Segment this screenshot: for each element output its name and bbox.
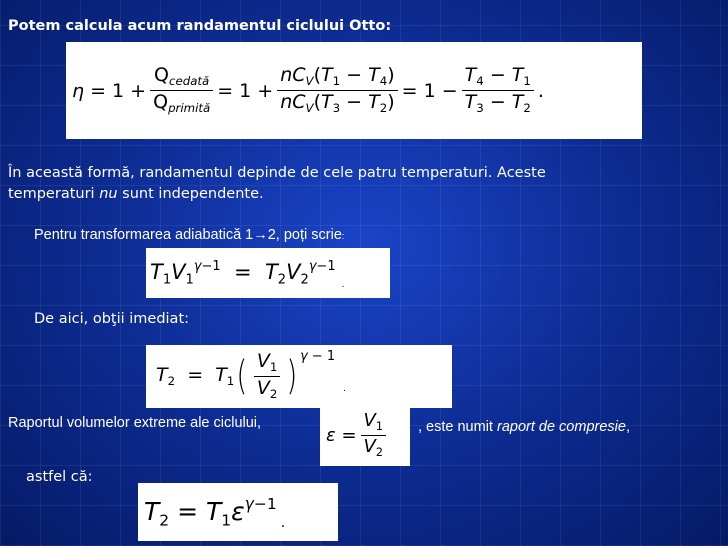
final-t2-formula: $T_2 = T_1\varepsilon^{\gamma-1}$ . <box>138 483 338 541</box>
adiabatic-text: Pentru transformarea adiabatică 1→2, poți scrie: <box>34 227 345 243</box>
t2-formula: $T_2 = T_1$ ( $\frac{V_1}{V_2}$ ) γ − 1 . <box>146 345 452 408</box>
efficiency-formula: η = 1 + $\frac{Q_{cedată}}{Q_{primită}}$ = 1 + $\frac{nC_V(T_1 - T_4)}{nC_V(T_3 - T_2)}$ = 1 − $\frac{T_4 - T_1}{T_3 - T_2}$ . <box>66 42 642 139</box>
deduce-text: De aici, obţii imediat: <box>34 311 190 327</box>
ratio-text-end: , este numit raport de compresie, <box>418 419 630 435</box>
eta-symbol: η <box>72 79 85 102</box>
adiabatic-formula: $T_1V_1^{\gamma-1} = T_2V_2^{\gamma-1}$ . <box>146 248 390 298</box>
heat-fraction: $\frac{Q_{cedată}}{Q_{primită}}$ <box>150 65 213 115</box>
paragraph-line-2 <box>8 186 264 202</box>
ratio-text-start: Raportul volumelor extreme ale ciclului, <box>8 415 262 431</box>
so-text: astfel că: <box>26 469 93 485</box>
temperature-fraction-n-cv: $\frac{nC_V(T_1 - T_4)}{nC_V(T_3 - T_2)}$ <box>277 65 397 115</box>
page-title: Potem calcula acum randamentul ciclului Otto: <box>8 18 392 34</box>
paragraph-line-1: În această formă, randamentul depinde de cele patru temperaturi. Aceste <box>8 165 546 181</box>
paragraph-emphasis: nu <box>99 186 118 202</box>
paragraph-line-2-end: sunt independente. <box>117 186 264 202</box>
paragraph-line-2-start: temperaturi <box>8 186 100 202</box>
temperature-fraction: $\frac{T_4 - T_1}{T_3 - T_2}$ <box>462 65 534 115</box>
compression-ratio-term: raport de compresie <box>496 419 626 435</box>
compression-ratio-formula: ε = $\frac{V_1}{V_2}$ <box>320 404 410 466</box>
